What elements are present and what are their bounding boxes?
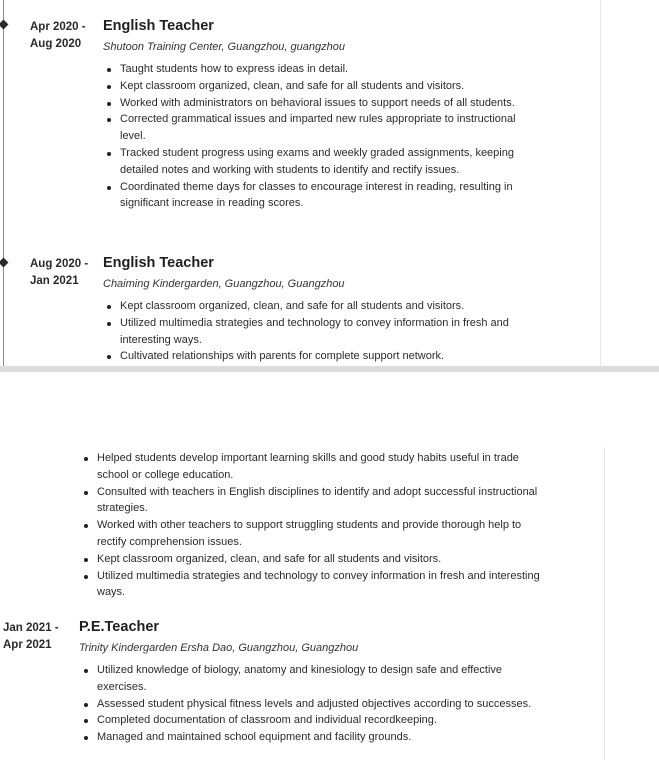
job-title: English Teacher — [103, 18, 214, 34]
job-bullet-list — [81, 662, 551, 746]
page-edge-line — [600, 0, 601, 366]
job-title: P.E.Teacher — [79, 619, 160, 635]
list-item: Tracked student progress using exams and weekly graded assignments, keeping detailed notes and working with students to identify and rectify issues. — [104, 145, 544, 179]
list-item: Corrected grammatical issues and imparted new rules appropriate to instructional level. — [104, 111, 544, 145]
page-edge-line — [604, 447, 605, 760]
list-item: Worked with other teachers to support struggling students and provide thorough help to rectify comprehension issues. — [81, 517, 551, 551]
job-date-end: Jan 2021 — [30, 275, 79, 287]
list-item: Coordinated theme days for classes to encourage interest in reading, resulting in significant increase in reading scores. — [104, 179, 544, 213]
list-item: Managed and maintained school equipment and facility grounds. — [81, 729, 551, 746]
job-date-start: Aug 2020 - — [30, 258, 89, 270]
resume-page-1 — [0, 0, 659, 366]
job-company: Shutoon Training Center, Guangzhou, guangzhou — [103, 41, 345, 53]
job-bullet-list — [104, 298, 544, 365]
job-dates — [30, 256, 88, 290]
list-item: Assessed student physical fitness levels and adjusted objectives according to successes. — [81, 696, 551, 713]
job-date-end: Aug 2020 — [30, 38, 82, 50]
list-item: Kept classroom organized, clean, and safe for all students and visitors. — [104, 298, 544, 315]
list-item: Helped students develop important learning skills and good study habits useful in trade school or college education. — [81, 450, 551, 484]
list-item: Utilized multimedia strategies and technology to convey information in fresh and interesting ways. — [104, 315, 544, 349]
resume-page-2 — [0, 372, 659, 760]
job-date-start: Jan 2021 - — [3, 622, 59, 634]
timeline-line — [3, 0, 4, 366]
job-dates — [3, 620, 59, 654]
list-item: Taught students how to express ideas in detail. — [104, 61, 544, 78]
job-bullet-list-continued — [81, 450, 551, 601]
list-item: Kept classroom organized, clean, and safe for all students and visitors. — [81, 551, 551, 568]
list-item: Utilized multimedia strategies and technology to convey information in fresh and interesting ways. — [81, 568, 551, 602]
timeline-marker — [0, 258, 8, 268]
list-item: Cultivated relationships with parents for complete support network. — [104, 348, 544, 365]
list-item: Utilized knowledge of biology, anatomy and kinesiology to design safe and effective exercises. — [81, 662, 551, 696]
job-title: English Teacher — [103, 255, 214, 271]
job-company: Trinity Kindergarden Ersha Dao, Guangzhou, Guangzhou — [79, 642, 359, 654]
list-item: Kept classroom organized, clean, and safe for all students and visitors. — [104, 78, 544, 95]
job-dates — [30, 19, 86, 53]
job-company: Chaiming Kindergarden, Guangzhou, Guangzhou — [103, 278, 345, 290]
list-item: Worked with administrators on behavioral issues to support needs of all students. — [104, 95, 544, 112]
list-item: Consulted with teachers in English disciplines to identify and adopt successful instructional strategies. — [81, 484, 551, 518]
job-bullet-list — [104, 61, 544, 212]
job-date-start: Apr 2020 - — [30, 21, 86, 33]
job-date-end: Apr 2021 — [3, 639, 52, 651]
list-item: Completed documentation of classroom and individual recordkeeping. — [81, 712, 551, 729]
timeline-marker — [0, 20, 8, 30]
